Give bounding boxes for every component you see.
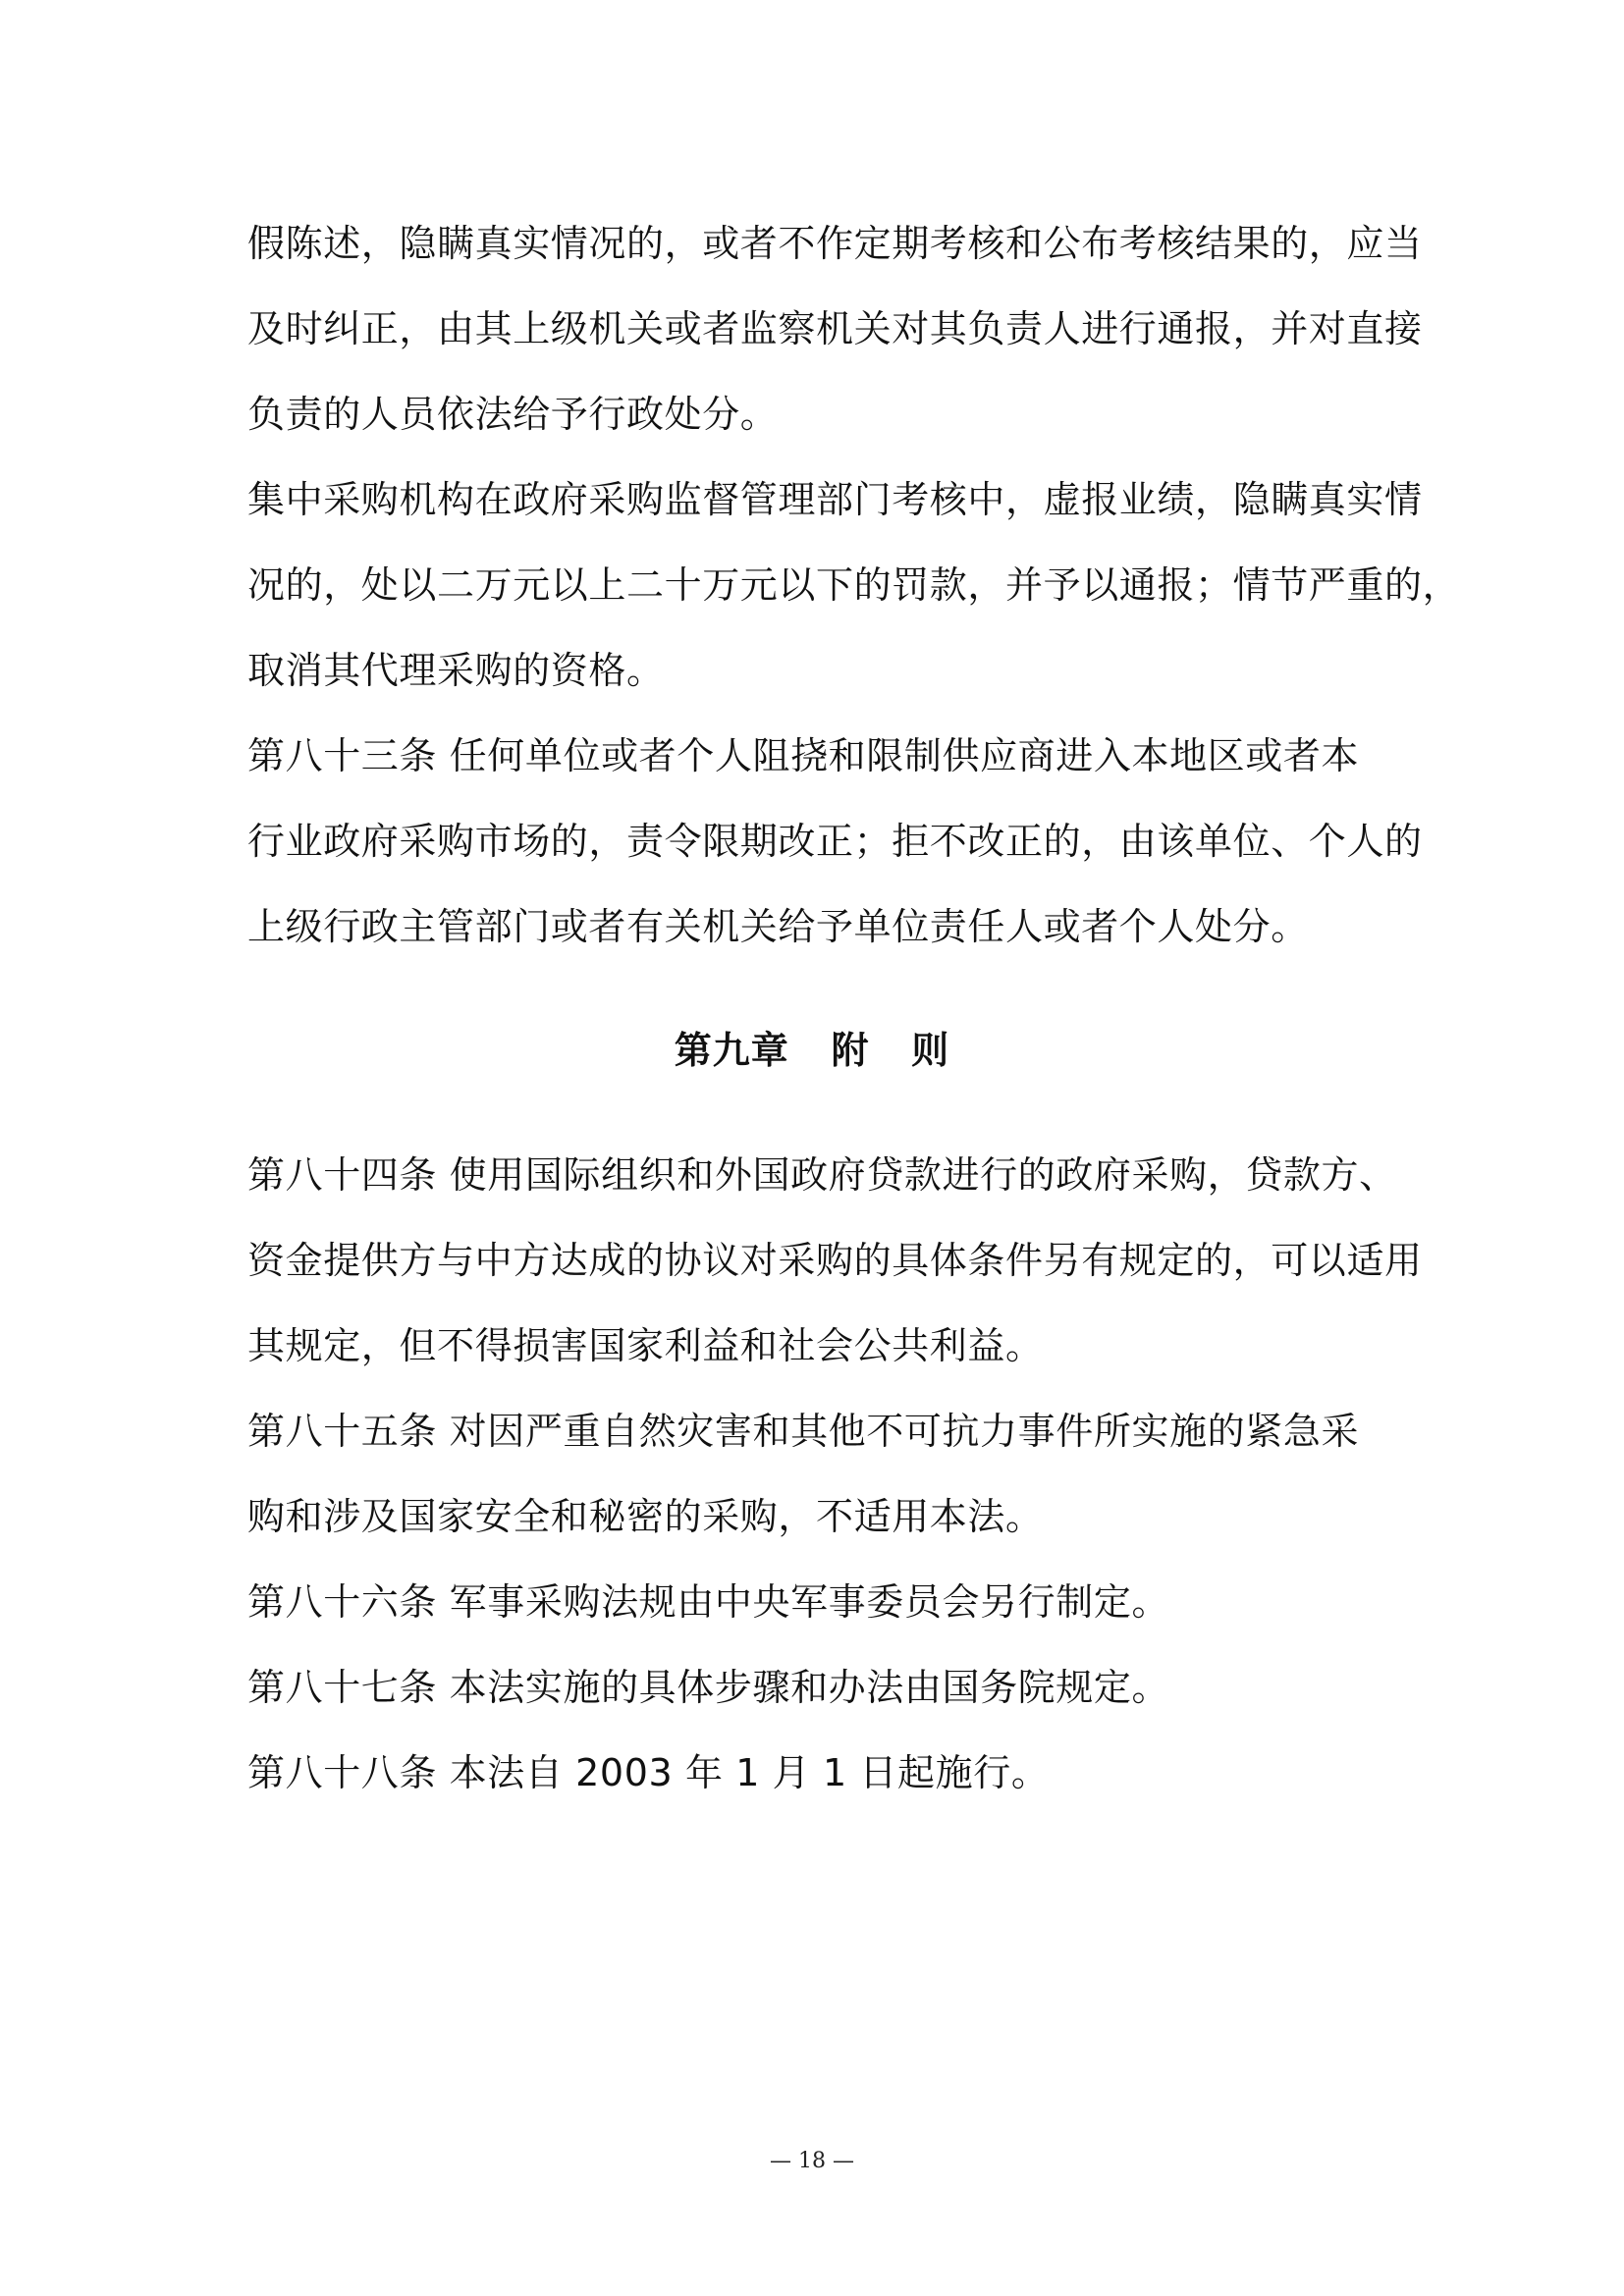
article-83-line-2: 行业政府采购市场的，责令限期改正；拒不改正的，由该单位、个人的 (247, 820, 1423, 863)
article-84-line-3: 其规定，但不得损害国家利益和社会公共利益。 (247, 1324, 1044, 1367)
body-line-3: 负责的人员依法给予行政处分。 (247, 393, 779, 436)
page-number: — 18 — (770, 2149, 854, 2173)
body-line-6: 取消其代理采购的资格。 (247, 649, 665, 692)
body-line-2: 及时纠正，由其上级机关或者监察机关对其负责人进行通报，并对直接 (247, 307, 1423, 350)
body-line-5: 况的，处以二万元以上二十万元以下的罚款，并予以通报；情节严重的， (247, 563, 1461, 607)
article-83-line-1: 第八十三条 任何单位或者个人阻挠和限制供应商进入本地区或者本 (247, 734, 1360, 777)
body-line-4: 集中采购机构在政府采购监督管理部门考核中，虚报业绩，隐瞒真实情 (247, 478, 1423, 521)
article-83-line-3: 上级行政主管部门或者有关机关给予单位责任人或者个人处分。 (247, 905, 1309, 948)
article-85-line-1: 第八十五条 对因严重自然灾害和其他不可抗力事件所实施的紧急采 (247, 1410, 1360, 1453)
article-85-line-2: 购和涉及国家安全和秘密的采购，不适用本法。 (247, 1495, 1044, 1538)
chapter-heading: 第九章 附 则 (674, 1029, 950, 1072)
article-87-line: 第八十七条 本法实施的具体步骤和办法由国务院规定。 (247, 1666, 1170, 1709)
article-88-line: 第八十八条 本法自 2003 年 1 月 1 日起施行。 (247, 1751, 1050, 1794)
article-84-line-2: 资金提供方与中方达成的协议对采购的具体条件另有规定的，可以适用 (247, 1239, 1423, 1282)
body-line-1: 假陈述，隐瞒真实情况的，或者不作定期考核和公布考核结果的，应当 (247, 222, 1423, 265)
article-86-line: 第八十六条 军事采购法规由中央军事委员会另行制定。 (247, 1580, 1170, 1624)
article-84-line-1: 第八十四条 使用国际组织和外国政府贷款进行的政府采购，贷款方、 (247, 1153, 1397, 1197)
